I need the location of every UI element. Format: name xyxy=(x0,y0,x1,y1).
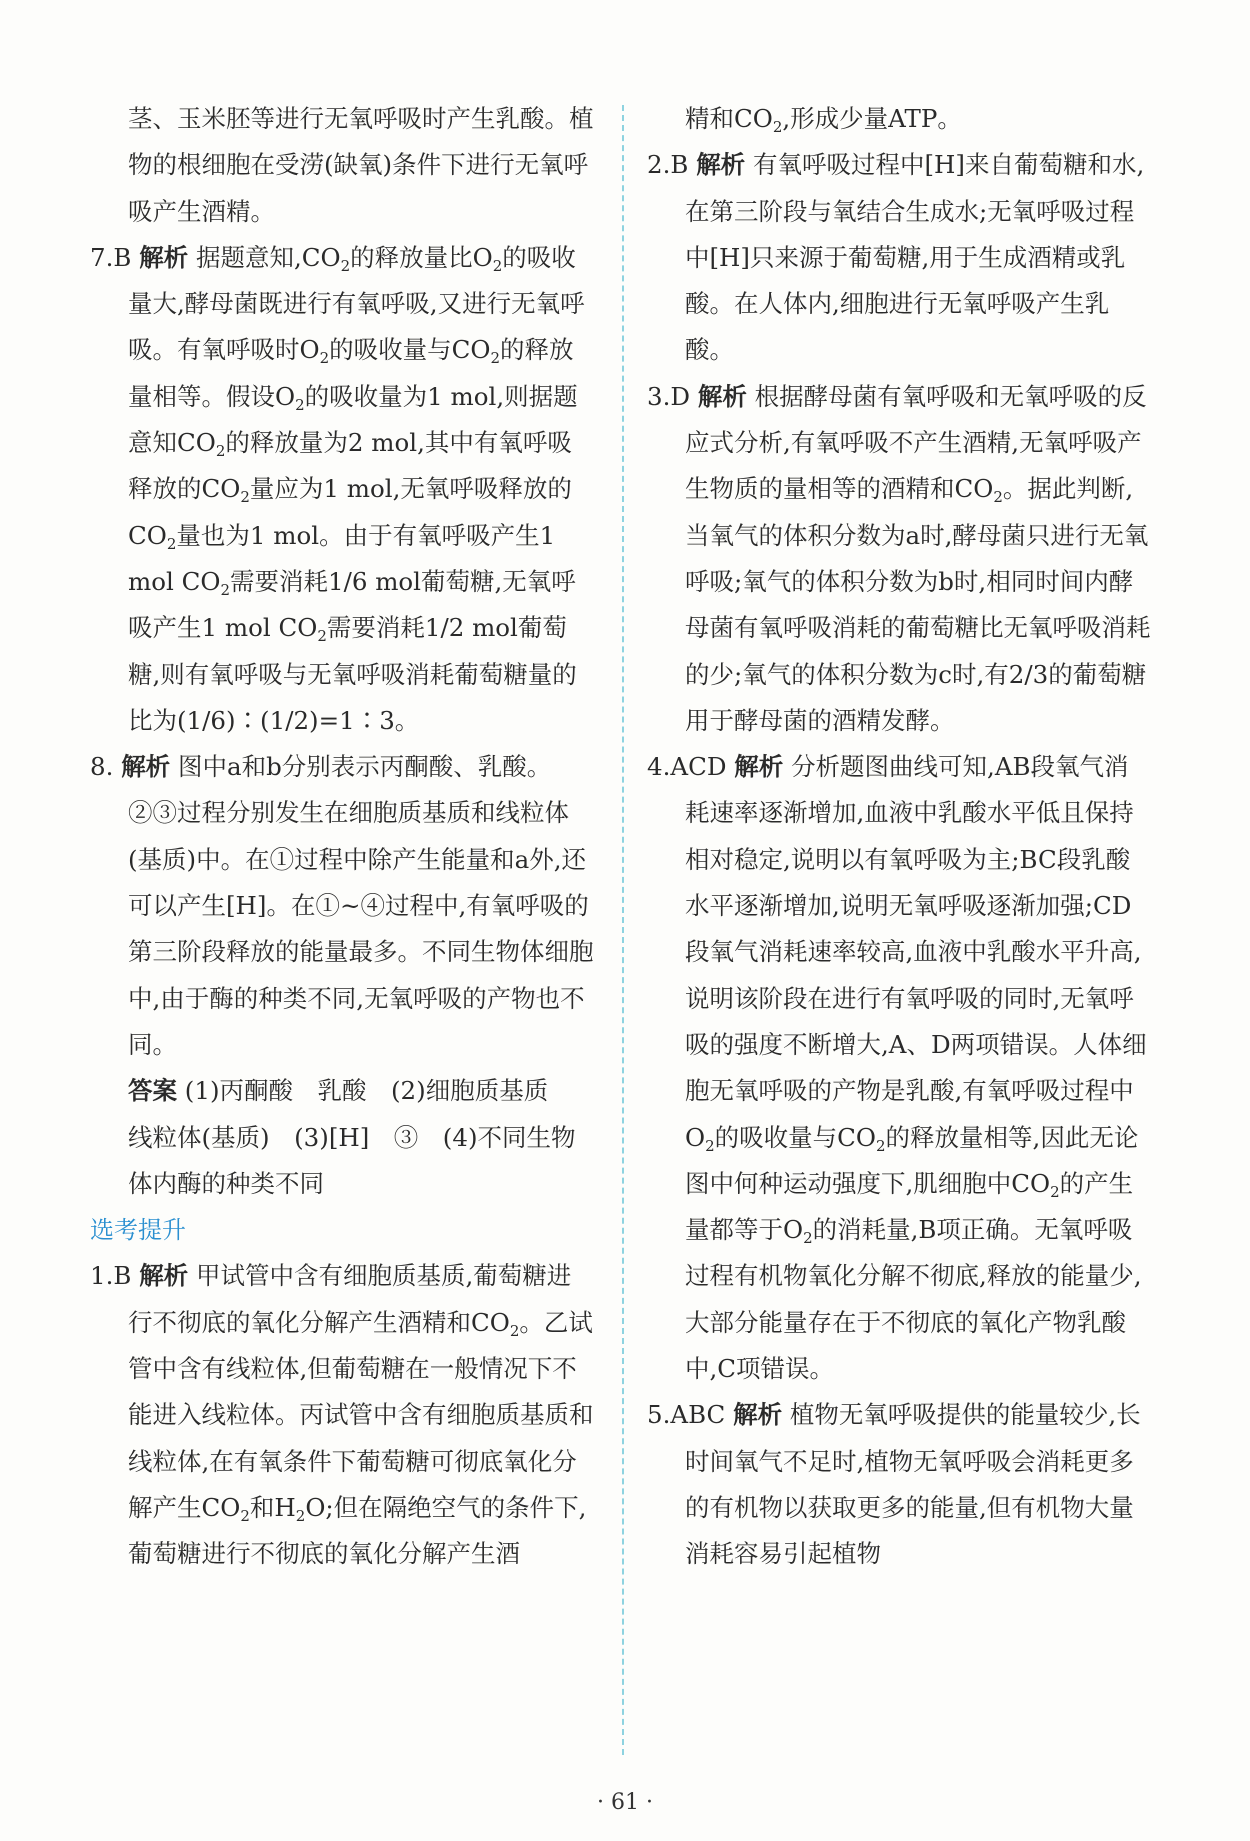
s3-number: 3.D xyxy=(647,381,691,411)
select-question-1 xyxy=(90,1253,595,1577)
select-question-3 xyxy=(647,374,1152,744)
s2-analysis-label: 解析 xyxy=(696,150,746,180)
q8-number: 8. xyxy=(90,752,114,782)
s1-number: 1.B xyxy=(90,1261,132,1291)
q8-answer xyxy=(90,1068,595,1207)
s3-analysis-label: 解析 xyxy=(697,381,747,411)
s4-analysis-label: 解析 xyxy=(734,752,784,782)
s1-continuation: 精和$CO_2$,形成少量ATP。 xyxy=(685,104,962,136)
s1-text: 甲试管中含有细胞质基质,葡萄糖进行不彻底的氧化分解产生酒精和$CO_2$。乙试管中含有线粒体,但葡萄糖在一般情况下不能进入线粒体。丙试管中含有细胞质基质和线粒体,在有氧条件下葡萄糖可彻底氧化分解产生$CO_2$和$H_2O$;但在隔绝空气的条件下,葡萄糖进行不彻底的氧化分解产生酒 xyxy=(128,1261,594,1569)
q8-analysis-label: 解析 xyxy=(121,752,171,782)
s3-text: 根据酵母菌有氧呼吸和无氧呼吸的反应式分析,有氧呼吸不产生酒精,无氧呼吸产生物质的量相等的酒精和$CO_2$。据此判断,当氧气的体积分数为a时,酵母菌只进行无氧呼吸;氧气的体积分数为b时,相同时间内酵母菌有氧呼吸消耗的葡萄糖比无氧呼吸消耗的少;氧气的体积分数为c时,有2/3的葡萄糖用于酵母菌的酒精发酵。 xyxy=(685,381,1151,735)
q8-answer-text: (1)丙酮酸 乳酸 (2)细胞质基质 线粒体(基质) (3)[H] ③ (4)不同生物体内酶的种类不同 xyxy=(128,1076,576,1198)
s1-analysis-label: 解析 xyxy=(139,1261,189,1291)
s5-analysis-label: 解析 xyxy=(733,1400,783,1430)
s4-text: 分析题图曲线可知,AB段氧气消耗速率逐渐增加,血液中乳酸水平低且保持相对稳定,说明以有氧呼吸为主;BC段乳酸水平逐渐增加,说明无氧呼吸逐渐加强;CD段氧气消耗速率较高,血液中乳酸水平升高,说明该阶段在进行有氧呼吸的同时,无氧呼吸的强度不断增大,A、D两项错误。人体细胞无氧呼吸的产物是乳酸,有氧呼吸过程中$O_2$的吸收量与$CO_2$的释放量相等,因此无论图中何种运动强度下,肌细胞中$CO_2$的产生量都等于$O_2$的消耗量,B项正确。无氧呼吸过程有机物氧化分解不彻底,释放的能量少,大部分能量存在于不彻底的氧化产物乳酸中,C项错误。 xyxy=(685,752,1147,1384)
s5-text: 植物无氧呼吸提供的能量较少,长时间氧气不足时,植物无氧呼吸会消耗更多的有机物以获取更多的能量,但有机物大量消耗容易引起植物 xyxy=(685,1400,1141,1569)
question-8 xyxy=(90,744,595,1068)
q7-analysis-label: 解析 xyxy=(139,242,189,272)
select-question-5 xyxy=(647,1392,1152,1577)
right-column xyxy=(647,96,1152,1578)
s4-number: 4.ACD xyxy=(647,752,727,782)
q7-number: 7.B xyxy=(90,242,132,272)
q7-text: 据题意知$,CO_2$的释放量比$O_2$的吸收量大,酵母菌既进行有氧呼吸,又进行无氧呼吸。有氧呼吸时$O_2$的吸收量与$CO_2$的释放量相等。假设$O_2$的吸收量为1 mol,则据题意知$CO_2$的释放量为2 mol,其中有氧呼吸释放的$CO_2$量应为1 mol,无氧呼吸释放的$CO_2$量也为1 mol。由于有氧呼吸产生1 mol $CO_2$需要消耗1/6 mol葡萄糖,无氧呼吸产生1 mol $CO_2$需要消耗1/2 mol葡萄糖,则有氧呼吸与无氧呼吸消耗葡萄糖量的比为(1/6)∶(1/2)=1∶3。 xyxy=(128,242,585,735)
q8-answer-label: 答案 xyxy=(128,1076,177,1106)
q8-text: 图中a和b分别表示丙酮酸、乳酸。②③过程分别发生在细胞质基质和线粒体(基质)中。在①过程中除产生能量和a外,还可以产生[H]。在①~④过程中,有氧呼吸的第三阶段释放的能量最多。不同生物体细胞中,由于酶的种类不同,无氧呼吸的产物也不同。 xyxy=(128,752,594,1059)
column-divider xyxy=(622,105,624,1755)
s5-number: 5.ABC xyxy=(647,1400,726,1430)
section-title: 选考提升 xyxy=(90,1216,186,1245)
page-number: · 61 · xyxy=(597,1790,653,1815)
select-question-4 xyxy=(647,744,1152,1392)
s2-text: 有氧呼吸过程中[H]来自葡萄糖和水,在第三阶段与氧结合生成水;无氧呼吸过程中[H]只来源于葡萄糖,用于生成酒精或乳酸。在人体内,细胞进行无氧呼吸产生乳酸。 xyxy=(685,150,1145,365)
s2-number: 2.B xyxy=(647,150,689,180)
intro-paragraph: 茎、玉米胚等进行无氧呼吸时产生乳酸。植物的根细胞在受涝(缺氧)条件下进行无氧呼吸产生酒精。 xyxy=(128,104,594,226)
left-column xyxy=(90,96,595,1578)
select-question-2 xyxy=(647,142,1152,373)
question-7 xyxy=(90,235,595,744)
